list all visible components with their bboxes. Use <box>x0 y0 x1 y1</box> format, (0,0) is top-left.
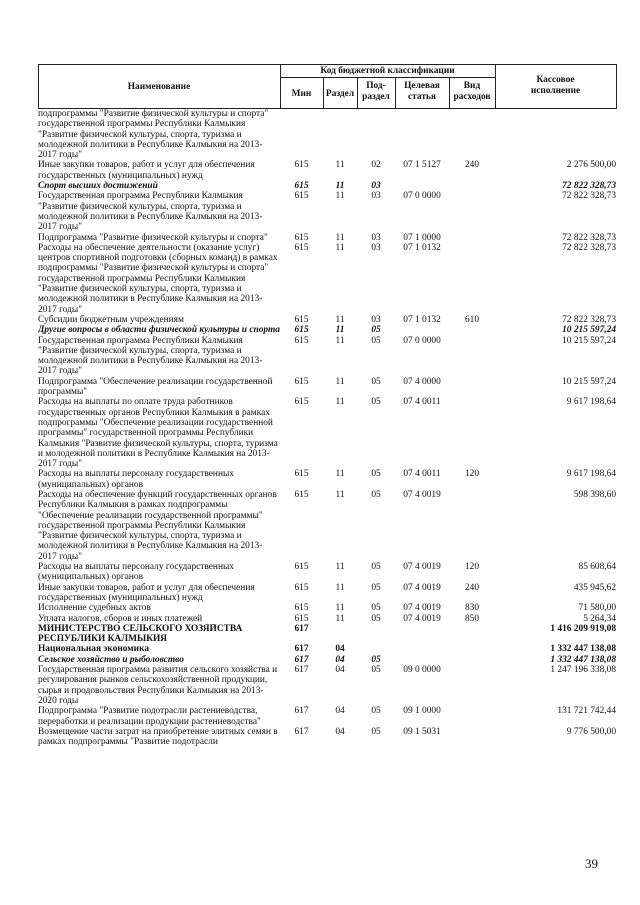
cell-pod: 05 <box>371 397 381 408</box>
cell-name: Спорт высших достижений <box>38 181 158 192</box>
cell-tsel <box>395 109 449 160</box>
table-header <box>38 64 616 109</box>
page-number: 39 <box>585 856 598 871</box>
cell-razdel: 11 <box>335 613 345 624</box>
cell-pod: 05 <box>371 376 381 387</box>
table-row <box>38 644 616 654</box>
cell-tsel: 07 4 0019 <box>403 562 441 573</box>
header-min: Мин <box>291 89 312 99</box>
cell-sum: 10 215 597,24 <box>562 376 616 387</box>
cell-razdel: 11 <box>335 160 345 171</box>
cell-vid: 240 <box>464 160 480 171</box>
cell-min: 615 <box>294 469 309 480</box>
cell-sum: 10 215 597,24 <box>562 335 616 346</box>
cell-vid <box>449 233 495 243</box>
cell-min: 615 <box>294 242 309 253</box>
cell-min: 615 <box>294 160 309 171</box>
cell-pod: 05 <box>371 706 381 717</box>
cell-pod: 05 <box>371 654 381 665</box>
cell-tsel: 07 4 0019 <box>403 489 441 500</box>
cell-name: Исполнение судебных актов <box>38 603 151 614</box>
cell-sum: 71 580,00 <box>578 603 616 614</box>
cell-tsel: 09 0 0000 <box>403 665 441 676</box>
cell-name: Национальная экономика <box>38 644 150 655</box>
cell-razdel: 04 <box>335 644 345 655</box>
table-row <box>38 727 616 748</box>
cell-sum: 2 276 500,00 <box>566 160 616 171</box>
cell-razdel: 04 <box>335 654 345 665</box>
cell-razdel: 04 <box>335 706 345 717</box>
cell-tsel <box>395 655 449 665</box>
cell-vid: 120 <box>464 469 480 480</box>
cell-name: Уплата налогов, сборов и иных платежей <box>38 613 203 624</box>
cell-razdel: 11 <box>335 181 345 192</box>
cell-pod <box>357 644 395 654</box>
cell-name: подпрограммы "Развитие физической культуры и спорта" государственной программы Республики Калмыкия "Развитие физической культуры, спорта, туризма и молодежной политики в Республике Калмыкия на 2013-2017 годы" <box>38 109 269 161</box>
table-row <box>38 233 616 243</box>
cell-min: 615 <box>294 582 309 593</box>
cell-pod: 05 <box>371 489 381 500</box>
header-tselevaya: Целевая статья <box>404 81 440 102</box>
cell-sum: 72 822 328,73 <box>562 181 616 192</box>
cell-min: 615 <box>294 232 309 243</box>
cell-vid <box>449 109 495 160</box>
cell-sum: 72 822 328,73 <box>562 314 616 325</box>
header-name: Наименование <box>127 82 191 92</box>
cell-min: 615 <box>294 489 309 500</box>
cell-vid <box>449 181 495 191</box>
table-row <box>38 583 616 604</box>
cell-min: 615 <box>294 181 309 192</box>
cell-pod: 03 <box>371 181 381 192</box>
cell-tsel <box>395 624 449 645</box>
cell-razdel: 11 <box>335 325 345 336</box>
cell-name: МИНИСТЕРСТВО СЕЛЬСКОГО ХОЗЯЙСТВА РЕСПУБЛИКИ КАЛМЫКИЯ <box>38 623 243 645</box>
cell-sum <box>495 109 616 160</box>
cell-vid <box>449 191 495 232</box>
cell-vid <box>449 377 495 398</box>
cell-pod: 02 <box>371 160 381 171</box>
budget-table <box>38 64 616 747</box>
cell-min: 617 <box>294 665 309 676</box>
cell-tsel: 07 1 0132 <box>403 242 441 253</box>
cell-pod: 03 <box>371 191 381 202</box>
cell-sum: 5 264,34 <box>583 613 616 624</box>
cell-sum: 10 215 597,24 <box>562 325 616 336</box>
cell-razdel <box>323 109 357 160</box>
cell-tsel: 07 4 0019 <box>403 582 441 593</box>
cell-name: Подпрограмма "Обеспечение реализации государственной программы" <box>38 376 273 398</box>
cell-razdel: 04 <box>335 726 345 737</box>
cell-pod: 05 <box>371 562 381 573</box>
cell-pod <box>357 624 395 645</box>
cell-razdel: 11 <box>335 469 345 480</box>
cell-min: 617 <box>294 644 309 655</box>
cell-min: 615 <box>294 191 309 202</box>
cell-vid <box>449 644 495 654</box>
cell-sum: 598 398,60 <box>573 489 616 500</box>
cell-tsel: 07 1 5127 <box>403 160 441 171</box>
cell-sum: 72 822 328,73 <box>562 191 616 202</box>
cell-razdel: 11 <box>335 376 345 387</box>
table-row <box>38 325 616 335</box>
cell-sum: 1 247 196 338,08 <box>550 665 616 676</box>
cell-min: 617 <box>294 623 309 634</box>
cell-razdel: 11 <box>335 314 345 325</box>
cell-razdel: 11 <box>335 191 345 202</box>
table-row <box>38 109 616 160</box>
cell-razdel: 11 <box>335 397 345 408</box>
header-kassovoe: Кассовое исполнение <box>530 75 581 96</box>
cell-name: Государственная программа Республики Калмыкия "Развитие физической культуры, спорта, туризма и молодежной политики в Республике Калмыкия на 2013-2017 годы" <box>38 191 263 233</box>
table-row <box>38 490 616 562</box>
cell-vid: 830 <box>464 603 480 614</box>
cell-tsel: 07 0 0000 <box>403 335 441 346</box>
cell-name: Расходы на выплаты персоналу государственных (муниципальных) органов <box>38 469 234 490</box>
table-row <box>38 603 616 613</box>
header-vid: Вид расходов <box>453 81 491 102</box>
table-body <box>38 109 616 747</box>
table-row <box>38 614 616 624</box>
cell-pod: 05 <box>371 665 381 676</box>
cell-tsel: 07 4 0000 <box>403 376 441 387</box>
cell-tsel: 07 4 0011 <box>403 469 441 480</box>
cell-min: 617 <box>294 654 309 665</box>
cell-vid: 240 <box>464 582 480 593</box>
cell-razdel: 11 <box>335 232 345 243</box>
cell-sum: 1 332 447 138,08 <box>550 644 616 655</box>
cell-sum: 72 822 328,73 <box>562 232 616 243</box>
cell-vid <box>449 706 495 727</box>
cell-pod: 03 <box>371 242 381 253</box>
cell-tsel: 07 4 0011 <box>403 397 441 408</box>
cell-razdel: 11 <box>335 335 345 346</box>
cell-vid <box>449 490 495 562</box>
table-row <box>38 315 616 325</box>
table-row <box>38 624 616 645</box>
cell-min: 615 <box>294 376 309 387</box>
cell-min: 615 <box>294 613 309 624</box>
cell-vid <box>449 727 495 748</box>
cell-min <box>280 109 323 160</box>
cell-tsel: 07 0 0000 <box>403 191 441 202</box>
cell-min: 617 <box>294 726 309 737</box>
cell-sum: 9 776 500,00 <box>566 726 616 737</box>
table-row <box>38 336 616 377</box>
cell-name: Государственная программа Республики Калмыкия "Развитие физической культуры, спорта, туризма и молодежной политики в Республике Калмыкия на 2013-2017 годы" <box>38 335 263 377</box>
cell-vid <box>449 397 495 469</box>
cell-vid <box>449 336 495 377</box>
cell-min: 615 <box>294 335 309 346</box>
cell-sum: 1 416 209 919,08 <box>550 623 616 634</box>
cell-razdel: 04 <box>335 665 345 676</box>
table-row <box>38 562 616 583</box>
header-code-group: Код бюджетной классификации <box>320 66 455 76</box>
cell-min: 615 <box>294 397 309 408</box>
table-row <box>38 181 616 191</box>
cell-pod: 03 <box>371 314 381 325</box>
cell-min: 615 <box>294 603 309 614</box>
cell-vid: 120 <box>464 562 480 573</box>
cell-pod: 05 <box>371 726 381 737</box>
cell-name: Иные закупки товаров, работ и услуг для обеспечения государственных (муниципальных) нужд <box>38 160 255 181</box>
table-row <box>38 160 616 181</box>
cell-pod: 05 <box>371 335 381 346</box>
cell-name: Другие вопросы в области физической культуры и спорта <box>38 325 280 336</box>
cell-vid: 610 <box>464 314 480 325</box>
cell-tsel <box>395 325 449 335</box>
table-row <box>38 191 616 232</box>
cell-pod: 05 <box>371 613 381 624</box>
cell-tsel: 09 1 0000 <box>403 706 441 717</box>
cell-name: Подпрограмма "Развитие подотрасли растениеводства, переработки и реализации продукции растениеводства" <box>38 706 261 727</box>
cell-name: Расходы на выплаты персоналу государственных (муниципальных) органов <box>38 562 234 583</box>
cell-vid <box>449 655 495 665</box>
table-row <box>38 706 616 727</box>
cell-name: Иные закупки товаров, работ и услуг для обеспечения государственных (муниципальных) нужд <box>38 582 255 603</box>
cell-tsel: 09 1 5031 <box>403 726 441 737</box>
cell-sum: 131 721 742,44 <box>557 706 616 717</box>
cell-tsel: 07 1 0132 <box>403 314 441 325</box>
cell-min: 617 <box>294 706 309 717</box>
cell-name: Расходы на обеспечение функций государственных органов Республики Калмыкия в рамках подпрограммы "Обеспечение реализации государственной программы" государственной программы Республики Калмыкия "Развитие физической культуры, спорта, туризма и молодежной политики в Республике Калмыкия на 2013-2017 годы" <box>38 489 277 562</box>
cell-tsel: 07 4 0019 <box>403 613 441 624</box>
cell-name: Подпрограмма "Развитие физической культуры и спорта" <box>38 232 268 243</box>
cell-tsel <box>395 644 449 654</box>
cell-name: Государственная программа развития сельского хозяйства и регулирования рынков сельскохозяйственной продукции, сырья и продовольствия Республики Калмыкия на 2013-2020 годы <box>38 665 278 706</box>
cell-sum: 9 617 198,64 <box>566 469 616 480</box>
table-row <box>38 655 616 665</box>
cell-tsel: 07 1 0000 <box>403 232 441 243</box>
cell-vid <box>449 665 495 706</box>
cell-pod: 05 <box>371 603 381 614</box>
table-row <box>38 397 616 469</box>
cell-pod: 05 <box>371 325 381 336</box>
cell-vid <box>449 624 495 645</box>
cell-name: Расходы на обеспечение деятельности (оказание услуг) центров спортивной подготовки (сборных команд) в рамках подпрограммы "Развитие физической культуры и спорта" государственной программы Республики Калмыкия "Развитие физической культуры, спорта, туризма и молодежной политики в Республике Калмыкия на 2013-2017 годы" <box>38 242 278 315</box>
cell-pod: 05 <box>371 469 381 480</box>
cell-name: Субсидии бюджетным учреждениям <box>38 314 184 325</box>
cell-sum: 9 617 198,64 <box>566 397 616 408</box>
cell-min: 615 <box>294 314 309 325</box>
cell-sum: 1 332 447 138,08 <box>550 654 616 665</box>
cell-vid: 850 <box>464 613 480 624</box>
table-row <box>38 377 616 398</box>
cell-min: 615 <box>294 562 309 573</box>
cell-sum: 435 945,62 <box>573 582 616 593</box>
cell-name: Расходы на выплаты по оплате труда работников государственных органов Республики Калмыкия в рамках подпрограммы "Обеспечение реализации государственной программы" государственной программы Республики Калмыкия "Развитие физической культуры, спорта, туризма и молодежной политики в Республике Калмыкия на 2013-2017 годы" <box>38 397 278 470</box>
cell-pod: 05 <box>371 582 381 593</box>
cell-razdel <box>323 624 357 645</box>
cell-min: 615 <box>294 325 309 336</box>
cell-sum: 72 822 328,73 <box>562 242 616 253</box>
cell-sum: 85 608,64 <box>578 562 616 573</box>
table-row <box>38 665 616 706</box>
cell-razdel: 11 <box>335 489 345 500</box>
cell-pod: 03 <box>371 232 381 243</box>
cell-razdel: 11 <box>335 562 345 573</box>
cell-pod <box>357 109 395 160</box>
cell-razdel: 11 <box>335 242 345 253</box>
header-podrazdel: Под- раздел <box>362 81 390 102</box>
cell-razdel: 11 <box>335 582 345 593</box>
header-razdel: Раздел <box>325 89 355 99</box>
cell-tsel <box>395 181 449 191</box>
cell-name: Возмещение части затрат на приобретение элитных семян в рамках подпрограммы "Развитие подотрасли <box>38 726 278 748</box>
table-row <box>38 469 616 490</box>
cell-vid <box>449 325 495 335</box>
cell-name: Сельское хозяйство и рыболовство <box>38 654 184 665</box>
cell-tsel: 07 4 0019 <box>403 603 441 614</box>
cell-vid <box>449 243 495 315</box>
table-row <box>38 243 616 315</box>
cell-razdel: 11 <box>335 603 345 614</box>
